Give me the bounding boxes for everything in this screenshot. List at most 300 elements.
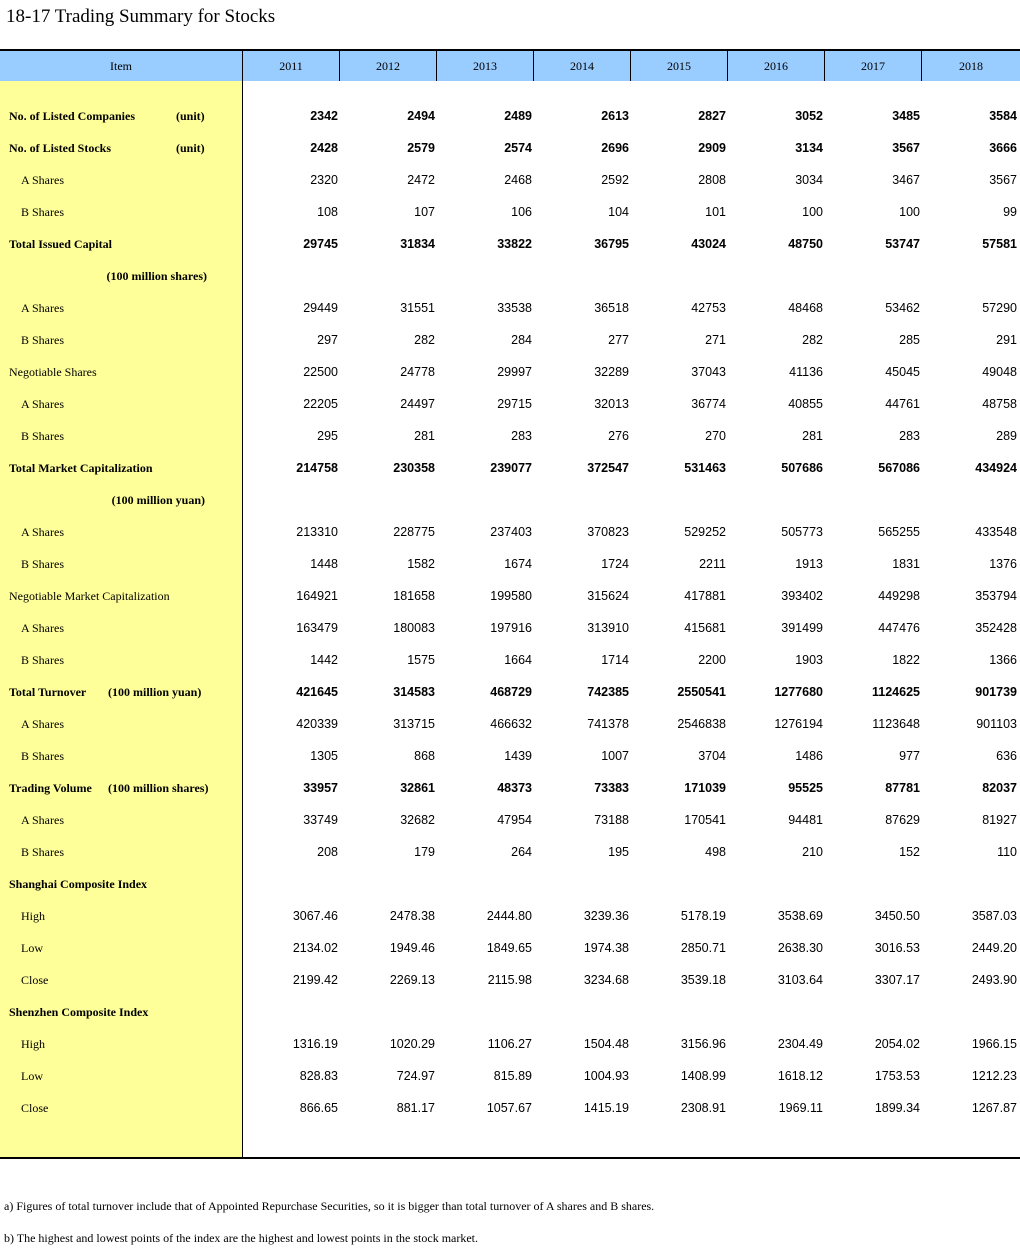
table-row — [0, 453, 1020, 485]
table-cell: 2342 — [310, 109, 338, 123]
table-cell: 1267.87 — [971, 1101, 1017, 1115]
table-cell: 724.97 — [396, 1069, 435, 1083]
table-cell: 1966.15 — [971, 1037, 1017, 1051]
table-cell: 33538 — [497, 301, 532, 315]
table-cell: 529252 — [684, 525, 726, 539]
table-cell: 289 — [996, 429, 1017, 443]
table-cell: 199580 — [490, 589, 532, 603]
table-cell: 5178.19 — [680, 909, 726, 923]
table-cell: 213310 — [296, 525, 338, 539]
table-cell: 565255 — [878, 525, 920, 539]
table-cell: 2449.20 — [971, 941, 1017, 955]
table-cell: 391499 — [781, 621, 823, 635]
table-row — [0, 261, 1020, 293]
table-cell: 108 — [317, 205, 338, 219]
table-row — [0, 229, 1020, 261]
table-cell: 29715 — [497, 397, 532, 411]
table-cell: 24778 — [400, 365, 435, 379]
table-cell: 3587.03 — [971, 909, 1017, 923]
table-row — [0, 549, 1020, 581]
table-cell: 41136 — [789, 365, 823, 379]
table-row — [0, 901, 1020, 933]
table-row — [0, 133, 1020, 165]
table-row — [0, 997, 1020, 1029]
table-cell: 3052 — [795, 109, 823, 123]
table-cell: 2320 — [310, 173, 338, 187]
table-cell: 45045 — [885, 365, 920, 379]
table-cell: 901103 — [976, 717, 1017, 731]
table-row — [0, 837, 1020, 869]
table-cell: 1277680 — [774, 685, 823, 699]
table-row — [0, 1093, 1020, 1125]
table-cell: 1822 — [892, 653, 920, 667]
table-cell: 1020.29 — [389, 1037, 435, 1051]
table-cell: 1486 — [795, 749, 823, 763]
table-cell: 152 — [899, 845, 920, 859]
table-cell: 164921 — [296, 589, 338, 603]
table-cell: 277 — [608, 333, 629, 347]
table-cell: 171039 — [684, 781, 726, 795]
table-cell: 1618.12 — [777, 1069, 823, 1083]
table-cell: 2211 — [699, 557, 726, 571]
table-cell: 283 — [899, 429, 920, 443]
table-row — [0, 933, 1020, 965]
table-row — [0, 581, 1020, 613]
table-cell: 3666 — [989, 141, 1017, 155]
table-cell: 315624 — [587, 589, 629, 603]
table-cell: 33822 — [497, 237, 532, 251]
table-cell: 42753 — [691, 301, 726, 315]
table-cell: 270 — [705, 429, 726, 443]
table-cell: 466632 — [490, 717, 532, 731]
table-cell: 3467 — [892, 173, 920, 187]
table-cell: 2200 — [698, 653, 726, 667]
table-cell: 2468 — [504, 173, 532, 187]
table-cell: 37043 — [691, 365, 726, 379]
header-year: 2014 — [534, 51, 631, 81]
table-cell: 2808 — [698, 173, 726, 187]
table-cell: 1276194 — [774, 717, 823, 731]
row-label: A Shares — [21, 301, 64, 315]
row-label: Low — [21, 941, 43, 955]
table-cell: 3103.64 — [777, 973, 823, 987]
table-cell: 3584 — [989, 109, 1017, 123]
table-cell: 352428 — [975, 621, 1017, 635]
table-cell: 636 — [996, 749, 1017, 763]
table-cell: 1415.19 — [583, 1101, 629, 1115]
table-cell: 815.89 — [493, 1069, 532, 1083]
table-cell: 99 — [1003, 205, 1017, 219]
table-cell: 210 — [802, 845, 823, 859]
row-label: High — [21, 1037, 45, 1051]
table-cell: 284 — [511, 333, 532, 347]
table-cell: 29997 — [497, 365, 532, 379]
row-label: A Shares — [21, 525, 64, 539]
table-cell: 73383 — [594, 781, 629, 795]
table-cell: 31834 — [400, 237, 435, 251]
table-cell: 3567 — [892, 141, 920, 155]
table-cell: 3067.46 — [292, 909, 338, 923]
table-cell: 2696 — [601, 141, 629, 155]
table-cell: 282 — [802, 333, 823, 347]
table-cell: 87629 — [885, 813, 920, 827]
table-cell: 2638.30 — [777, 941, 823, 955]
table-cell: 2613 — [601, 109, 629, 123]
table-cell: 421645 — [296, 685, 338, 699]
table-cell: 2550541 — [677, 685, 726, 699]
table-cell: 2304.49 — [777, 1037, 823, 1051]
table-cell: 1575 — [407, 653, 435, 667]
row-label: B Shares — [21, 333, 64, 347]
header-year: 2011 — [243, 51, 340, 81]
table-cell: 281 — [414, 429, 435, 443]
table-cell: 2472 — [407, 173, 435, 187]
table-cell: 24497 — [400, 397, 435, 411]
table-cell: 1969.11 — [778, 1101, 823, 1115]
table-cell: 3450.50 — [874, 909, 920, 923]
table-cell: 48468 — [788, 301, 823, 315]
table-cell: 228775 — [393, 525, 435, 539]
table-cell: 1123648 — [872, 717, 920, 731]
table-cell: 1439 — [504, 749, 532, 763]
row-label: Shanghai Composite Index — [9, 877, 148, 891]
table-cell: 1316.19 — [292, 1037, 338, 1051]
row-label: Total Turnover — [9, 685, 87, 699]
table-cell: 1674 — [504, 557, 532, 571]
table-cell: 1974.38 — [583, 941, 629, 955]
table-cell: 433548 — [975, 525, 1017, 539]
row-label: Negotiable Shares — [9, 365, 97, 379]
table-cell: 567086 — [878, 461, 920, 475]
table-cell: 1124625 — [872, 685, 920, 699]
table-cell: 48750 — [788, 237, 823, 251]
table-row — [0, 421, 1020, 453]
table-cell: 281 — [802, 429, 823, 443]
table-cell: 1903 — [795, 653, 823, 667]
table-cell: 181658 — [393, 589, 435, 603]
table-cell: 2478.38 — [389, 909, 435, 923]
table-cell: 417881 — [684, 589, 726, 603]
table-cell: 1007 — [601, 749, 629, 763]
table-cell: 2308.91 — [680, 1101, 726, 1115]
table-cell: 22500 — [303, 365, 338, 379]
table-cell: 434924 — [975, 461, 1017, 475]
table-cell: 1442 — [310, 653, 338, 667]
table-cell: 3034 — [795, 173, 823, 187]
table-cell: 507686 — [781, 461, 823, 475]
table-cell: 48373 — [497, 781, 532, 795]
table-cell: 2428 — [310, 141, 338, 155]
row-label: No. of Listed Companies — [9, 109, 136, 123]
table-cell: 742385 — [587, 685, 629, 699]
row-label: Shenzhen Composite Index — [9, 1005, 149, 1019]
table-cell: 2199.42 — [292, 973, 338, 987]
table-cell: 2850.71 — [680, 941, 726, 955]
table-cell: 22205 — [303, 397, 338, 411]
table-cell: 2827 — [698, 109, 726, 123]
row-label: Close — [21, 1101, 49, 1115]
table-cell: 314583 — [393, 685, 435, 699]
table-row — [0, 613, 1020, 645]
table-row — [0, 741, 1020, 773]
row-label: A Shares — [21, 621, 64, 635]
table-cell: 2134.02 — [292, 941, 338, 955]
table-cell: 57581 — [982, 237, 1017, 251]
table-cell: 449298 — [878, 589, 920, 603]
table-row — [0, 325, 1020, 357]
table-cell: 2493.90 — [971, 973, 1017, 987]
table-cell: 741378 — [587, 717, 629, 731]
table-cell: 2489 — [504, 109, 532, 123]
table-cell: 1724 — [601, 557, 629, 571]
table-cell: 2579 — [407, 141, 435, 155]
table-row — [0, 773, 1020, 805]
table-cell: 1057.67 — [486, 1101, 532, 1115]
table-cell: 2909 — [698, 141, 726, 155]
table-cell: 40855 — [788, 397, 823, 411]
table-cell: 44761 — [885, 397, 920, 411]
table-cell: 1714 — [601, 653, 629, 667]
table-cell: 447476 — [878, 621, 920, 635]
table-cell: 1899.34 — [874, 1101, 920, 1115]
table-cell: 1376 — [989, 557, 1017, 571]
table-cell: 372547 — [587, 461, 629, 475]
table-cell: 100 — [899, 205, 920, 219]
table-cell: 291 — [996, 333, 1017, 347]
row-label: B Shares — [21, 205, 64, 219]
table-cell: 32289 — [594, 365, 629, 379]
table-cell: 95525 — [788, 781, 823, 795]
table-row — [0, 805, 1020, 837]
row-label: Negotiable Market Capitalization — [9, 589, 170, 603]
header-year: 2015 — [631, 51, 728, 81]
table-cell: 468729 — [490, 685, 532, 699]
table-cell: 179 — [414, 845, 435, 859]
table-cell: 31551 — [400, 301, 435, 315]
header-year: 2016 — [728, 51, 825, 81]
table-body — [0, 101, 1020, 1125]
table-header — [0, 51, 1020, 81]
row-label: High — [21, 909, 45, 923]
header-year: 2018 — [959, 59, 983, 73]
table-cell: 3307.17 — [874, 973, 920, 987]
table-cell: 353794 — [975, 589, 1017, 603]
table-cell: 29745 — [303, 237, 338, 251]
table-cell: 828.83 — [299, 1069, 338, 1083]
table-cell: 197916 — [490, 621, 532, 635]
table-cell: 36795 — [594, 237, 629, 251]
table-cell: 1305 — [310, 749, 338, 763]
bottom-rule — [0, 1157, 1020, 1159]
table-cell: 32682 — [400, 813, 435, 827]
table-row — [0, 357, 1020, 389]
table-cell: 3239.36 — [583, 909, 629, 923]
table-cell: 295 — [317, 429, 338, 443]
table-cell: 2115.98 — [487, 973, 532, 987]
table-cell: 1753.53 — [874, 1069, 920, 1083]
table-cell: 230358 — [393, 461, 435, 475]
table-cell: 53747 — [885, 237, 920, 251]
row-label: A Shares — [21, 813, 64, 827]
table-cell: 36774 — [691, 397, 726, 411]
table-cell: 901739 — [975, 685, 1017, 699]
row-label: B Shares — [21, 749, 64, 763]
table-cell: 276 — [608, 429, 629, 443]
table-cell: 163479 — [296, 621, 338, 635]
row-label: Total Issued Capital — [9, 237, 112, 251]
table-cell: 283 — [511, 429, 532, 443]
header-item: Item — [0, 51, 243, 81]
row-label: Low — [21, 1069, 43, 1083]
row-label: A Shares — [21, 717, 64, 731]
table-cell: 2592 — [601, 173, 629, 187]
table-cell: 33957 — [303, 781, 338, 795]
table-cell: 1212.23 — [971, 1069, 1017, 1083]
table-cell: 107 — [414, 205, 435, 219]
table-cell: 3016.53 — [874, 941, 920, 955]
table-row — [0, 1061, 1020, 1093]
table-row — [0, 869, 1020, 901]
header-year: 2017 — [825, 51, 922, 81]
table-cell: 48758 — [982, 397, 1017, 411]
table-cell: 87781 — [885, 781, 920, 795]
table-cell: 33749 — [303, 813, 338, 827]
unit-label: (100 million shares) — [106, 269, 207, 283]
table-cell: 3704 — [698, 749, 726, 763]
table-cell: 2269.13 — [389, 973, 435, 987]
table-cell: 1831 — [892, 557, 920, 571]
table-cell: 297 — [317, 333, 338, 347]
row-label: Trading Volume — [9, 781, 92, 795]
table-cell: 420339 — [296, 717, 338, 731]
table-cell: 1004.93 — [583, 1069, 629, 1083]
table-cell: 881.17 — [396, 1101, 435, 1115]
table-row — [0, 165, 1020, 197]
table-row — [0, 1029, 1020, 1061]
table-cell: 1849.65 — [486, 941, 532, 955]
table-cell: 3156.96 — [680, 1037, 726, 1051]
table-cell: 1408.99 — [680, 1069, 726, 1083]
table-cell: 1664 — [504, 653, 532, 667]
table-row — [0, 293, 1020, 325]
table-cell: 1504.48 — [583, 1037, 629, 1051]
table-cell: 3134 — [795, 141, 823, 155]
table-cell: 106 — [511, 205, 532, 219]
table-row — [0, 389, 1020, 421]
table-cell: 866.65 — [299, 1101, 338, 1115]
table-cell: 313910 — [587, 621, 629, 635]
table-cell: 3538.69 — [777, 909, 823, 923]
header-year: 2012 — [340, 51, 437, 81]
table-row — [0, 517, 1020, 549]
table-cell: 53462 — [885, 301, 920, 315]
row-label: B Shares — [21, 845, 64, 859]
table-cell: 81927 — [982, 813, 1017, 827]
table-row — [0, 485, 1020, 517]
table-cell: 415681 — [684, 621, 726, 635]
table-cell: 1448 — [310, 557, 338, 571]
table-cell: 282 — [414, 333, 435, 347]
table-cell: 100 — [802, 205, 823, 219]
row-label: No. of Listed Stocks — [9, 141, 112, 155]
table-cell: 977 — [899, 749, 920, 763]
table-cell: 101 — [705, 205, 726, 219]
footnote-a: a) Figures of total turnover include that of Appointed Repurchase Securities, so it is bigger than total turnover of A shares and B shares. — [4, 1199, 655, 1213]
table-cell: 1106.27 — [487, 1037, 532, 1051]
table-cell: 1913 — [795, 557, 823, 571]
row-label: Total Market Capitalization — [9, 461, 153, 475]
table-cell: 505773 — [781, 525, 823, 539]
table-cell: 29449 — [303, 301, 338, 315]
table-cell: 43024 — [691, 237, 726, 251]
table-cell: 393402 — [781, 589, 823, 603]
table-row — [0, 101, 1020, 133]
table-cell: 264 — [511, 845, 532, 859]
table-row — [0, 645, 1020, 677]
table-cell: 47954 — [497, 813, 532, 827]
table-cell: 170541 — [684, 813, 726, 827]
table-cell: 32861 — [400, 781, 435, 795]
table-cell: 285 — [899, 333, 920, 347]
table-cell: 1949.46 — [389, 941, 435, 955]
table-cell: 2494 — [407, 109, 435, 123]
unit-label: (unit) — [176, 141, 205, 155]
unit-label: (100 million yuan) — [108, 685, 202, 699]
table-cell: 104 — [608, 205, 629, 219]
header-year: 2013 — [437, 51, 534, 81]
table-cell: 57290 — [982, 301, 1017, 315]
table-row — [0, 709, 1020, 741]
table-cell: 498 — [705, 845, 726, 859]
table-cell: 531463 — [684, 461, 726, 475]
row-label: B Shares — [21, 429, 64, 443]
table-cell: 32013 — [594, 397, 629, 411]
unit-label: (unit) — [176, 109, 205, 123]
table-cell: 1582 — [407, 557, 435, 571]
table-cell: 3485 — [892, 109, 920, 123]
table-cell: 36518 — [594, 301, 629, 315]
row-label: Close — [21, 973, 49, 987]
table-cell: 94481 — [788, 813, 823, 827]
table-cell: 2444.80 — [486, 909, 532, 923]
table-cell: 2054.02 — [874, 1037, 920, 1051]
table-cell: 3539.18 — [680, 973, 726, 987]
table-row — [0, 677, 1020, 709]
table-cell: 271 — [705, 333, 726, 347]
table-row — [0, 965, 1020, 997]
row-label: A Shares — [21, 173, 64, 187]
table-row — [0, 197, 1020, 229]
table-cell: 73188 — [594, 813, 629, 827]
table-cell: 3234.68 — [583, 973, 629, 987]
table-cell: 3567 — [989, 173, 1017, 187]
table-cell: 82037 — [982, 781, 1017, 795]
table-cell: 195 — [608, 845, 629, 859]
page-title: 18-17 Trading Summary for Stocks — [6, 6, 276, 27]
table-cell: 2574 — [504, 141, 532, 155]
footnote-b: b) The highest and lowest points of the index are the highest and lowest points in the stock market. — [4, 1231, 479, 1245]
table-cell: 239077 — [490, 461, 532, 475]
table-cell: 49048 — [982, 365, 1017, 379]
unit-label: (100 million shares) — [108, 781, 209, 795]
row-label: B Shares — [21, 557, 64, 571]
table-cell: 208 — [317, 845, 338, 859]
table-cell: 313715 — [393, 717, 435, 731]
table-cell: 370823 — [587, 525, 629, 539]
table-cell: 2546838 — [677, 717, 726, 731]
row-label: A Shares — [21, 397, 64, 411]
table-cell: 1366 — [989, 653, 1017, 667]
